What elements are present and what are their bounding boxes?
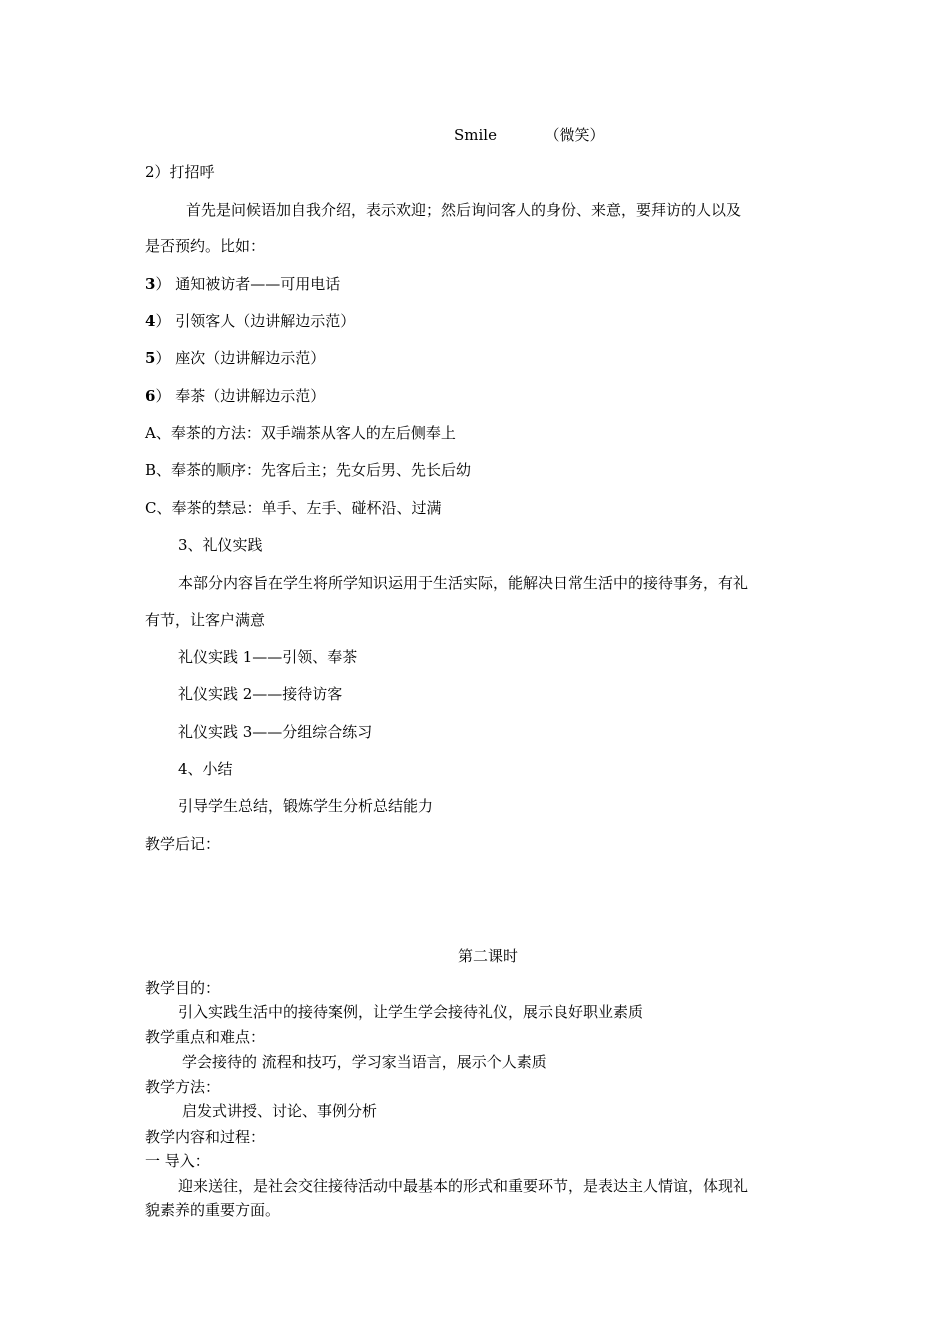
greeting-paragraph-line1: 首先是问候语加自我介绍，表示欢迎；然后询问客人的身份、来意，要拜访的人以及	[186, 201, 742, 219]
content-label: 教学内容和过程：	[145, 1128, 266, 1146]
intro-paragraph-line1: 迎来送往，是社会交往接待活动中最基本的形式和重要环节，是表达主人情谊，体现礼	[178, 1177, 749, 1195]
goal-text: 引入实践生活中的接待案例，让学生学会接待礼仪，展示良好职业素质	[178, 1003, 644, 1021]
lesson2-title: 第二课时	[458, 947, 519, 965]
part3-paragraph-line1: 本部分内容旨在学生将所学知识运用于生活实际，能解决日常生活中的接待事务，有礼	[178, 574, 749, 592]
goal-label: 教学目的：	[145, 979, 221, 997]
item-number: 6	[145, 387, 156, 405]
item-number: 2	[145, 163, 155, 181]
teaching-postscript: 教学后记：	[145, 835, 221, 853]
tea-taboo: C、奉茶的禁忌：单手、左手、碰杯沿、过满	[145, 499, 442, 517]
item-text: ） 奉茶（边讲解边示范）	[155, 387, 326, 405]
item-text: ） 座次（边讲解边示范）	[155, 349, 326, 367]
key-text: 学会接待的 流程和技巧，学习家当语言，展示个人素质	[182, 1053, 547, 1071]
tea-method: A、奉茶的方法：双手端茶从客人的左后侧奉上	[145, 424, 456, 442]
practice-1: 礼仪实践 1——引领、奉茶	[178, 648, 358, 666]
smile-title-en: Smile	[454, 126, 497, 144]
smile-title	[454, 125, 605, 145]
part3-paragraph-line2: 有节，让客户满意	[145, 611, 266, 629]
intro-paragraph-line2: 貌素养的重要方面。	[145, 1201, 281, 1219]
item-notify	[145, 274, 340, 294]
intro-heading: 一 导入：	[145, 1152, 210, 1170]
tea-order: B、奉茶的顺序：先客后主；先女后男、先长后幼	[145, 461, 472, 479]
item-tea	[145, 386, 325, 406]
item-greeting	[145, 162, 215, 182]
item-text: ） 通知被访者——可用电话	[155, 275, 341, 293]
practice-3: 礼仪实践 3——分组综合练习	[178, 723, 373, 741]
item-text: ） 引领客人（边讲解边示范）	[155, 312, 356, 330]
method-label: 教学方法：	[145, 1078, 221, 1096]
key-label: 教学重点和难点：	[145, 1028, 266, 1046]
item-number: 4	[145, 312, 156, 330]
part4-text: 引导学生总结，锻炼学生分析总结能力	[178, 797, 434, 815]
item-seating	[145, 348, 325, 368]
part3-heading: 3、礼仪实践	[178, 536, 263, 554]
item-guide	[145, 311, 355, 331]
greeting-paragraph-line2: 是否预约。比如：	[145, 237, 266, 255]
method-text: 启发式讲授、讨论、事例分析	[182, 1102, 378, 1120]
item-number: 3	[145, 275, 156, 293]
item-number: 5	[145, 349, 156, 367]
item-text: ）打招呼	[154, 163, 215, 181]
practice-2: 礼仪实践 2——接待访客	[178, 685, 343, 703]
part4-heading: 4、小结	[178, 760, 233, 778]
smile-title-zh: （微笑）	[544, 126, 605, 144]
